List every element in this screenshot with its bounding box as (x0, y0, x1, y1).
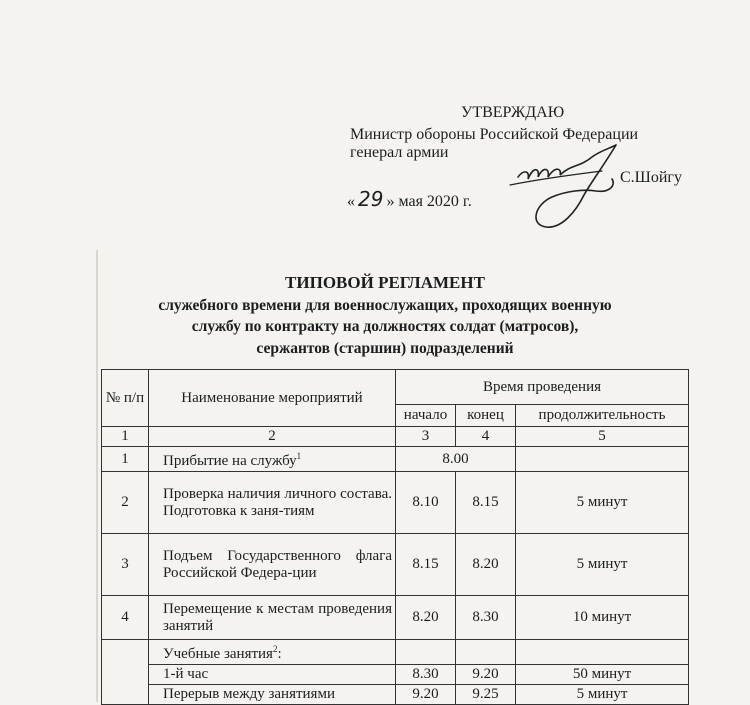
date-day-handwritten: 29 (358, 187, 384, 211)
table-row (102, 665, 689, 685)
col-number: 1 (102, 427, 149, 447)
class-duration: 50 минут (516, 665, 689, 685)
row-name: Перемещение к местам проведения занятий (149, 596, 396, 640)
col-number: 4 (456, 427, 516, 447)
date-open-quote: « (347, 193, 355, 210)
table-row (102, 472, 689, 534)
signature-icon (500, 135, 630, 235)
row-start: 8.15 (396, 534, 456, 596)
row-end: 8.20 (456, 534, 516, 596)
header-start: начало (396, 405, 456, 427)
schedule-table (101, 369, 689, 705)
row-num: 3 (102, 534, 149, 596)
document-subtitle-line1: служебного времени для военнослужащих, проходящих военную (158, 297, 612, 314)
row-num: 2 (102, 472, 149, 534)
row-name: Проверка наличия личного состава. Подготовка к заня-тиям (149, 472, 396, 534)
col-number: 2 (149, 427, 396, 447)
class-name: Перерыв между занятиями (149, 685, 396, 705)
class-start: 9.20 (396, 685, 456, 705)
row-name: Подъем Государственного флага Российской Федера-ции (149, 534, 396, 596)
approval-position-line1: Министр обороны Российской Федерации (350, 126, 639, 143)
row-end: 8.30 (456, 596, 516, 640)
header-num: № п/п (102, 370, 149, 427)
class-start: 8.30 (396, 665, 456, 685)
class-name: 1-й час (149, 665, 396, 685)
table-row (102, 596, 689, 640)
table-row (102, 447, 689, 472)
classes-label: Учебные занятия$^2$: (149, 640, 396, 665)
row-duration: 5 минут (516, 472, 689, 534)
row-duration: 5 минут (516, 534, 689, 596)
row-num: 4 (102, 596, 149, 640)
table-row (102, 640, 689, 665)
col-number: 3 (396, 427, 456, 447)
class-duration: 5 минут (516, 685, 689, 705)
document-subtitle-line2: службу по контракту на должностях солдат (матросов), (191, 318, 579, 335)
header-duration: продолжительность (516, 405, 689, 427)
header-end: конец (456, 405, 516, 427)
row-end: 8.15 (456, 472, 516, 534)
row-name: Прибытие на службу$^1$ (149, 447, 396, 472)
row-num: 1 (102, 447, 149, 472)
table-row (102, 534, 689, 596)
col-number: 5 (516, 427, 689, 447)
document-subtitle-line3: сержантов (старшин) подразделений (256, 340, 514, 357)
header-name: Наименование мероприятий (149, 370, 396, 427)
approval-position-line2: генерал армии (350, 144, 449, 161)
approval-word: УТВЕРЖДАЮ (461, 104, 565, 121)
approval-name: С.Шойгу (620, 169, 682, 186)
approval-date (347, 187, 472, 211)
header-time: Время проведения (396, 370, 689, 405)
row-duration: 10 минут (516, 596, 689, 640)
class-end: 9.25 (456, 685, 516, 705)
document-title: ТИПОВОЙ РЕГЛАМЕНТ (285, 273, 485, 292)
row-time: 8.00 (396, 447, 516, 472)
row-start: 8.10 (396, 472, 456, 534)
class-end: 9.20 (456, 665, 516, 685)
row-start: 8.20 (396, 596, 456, 640)
date-rest: » мая 2020 г. (386, 193, 472, 210)
